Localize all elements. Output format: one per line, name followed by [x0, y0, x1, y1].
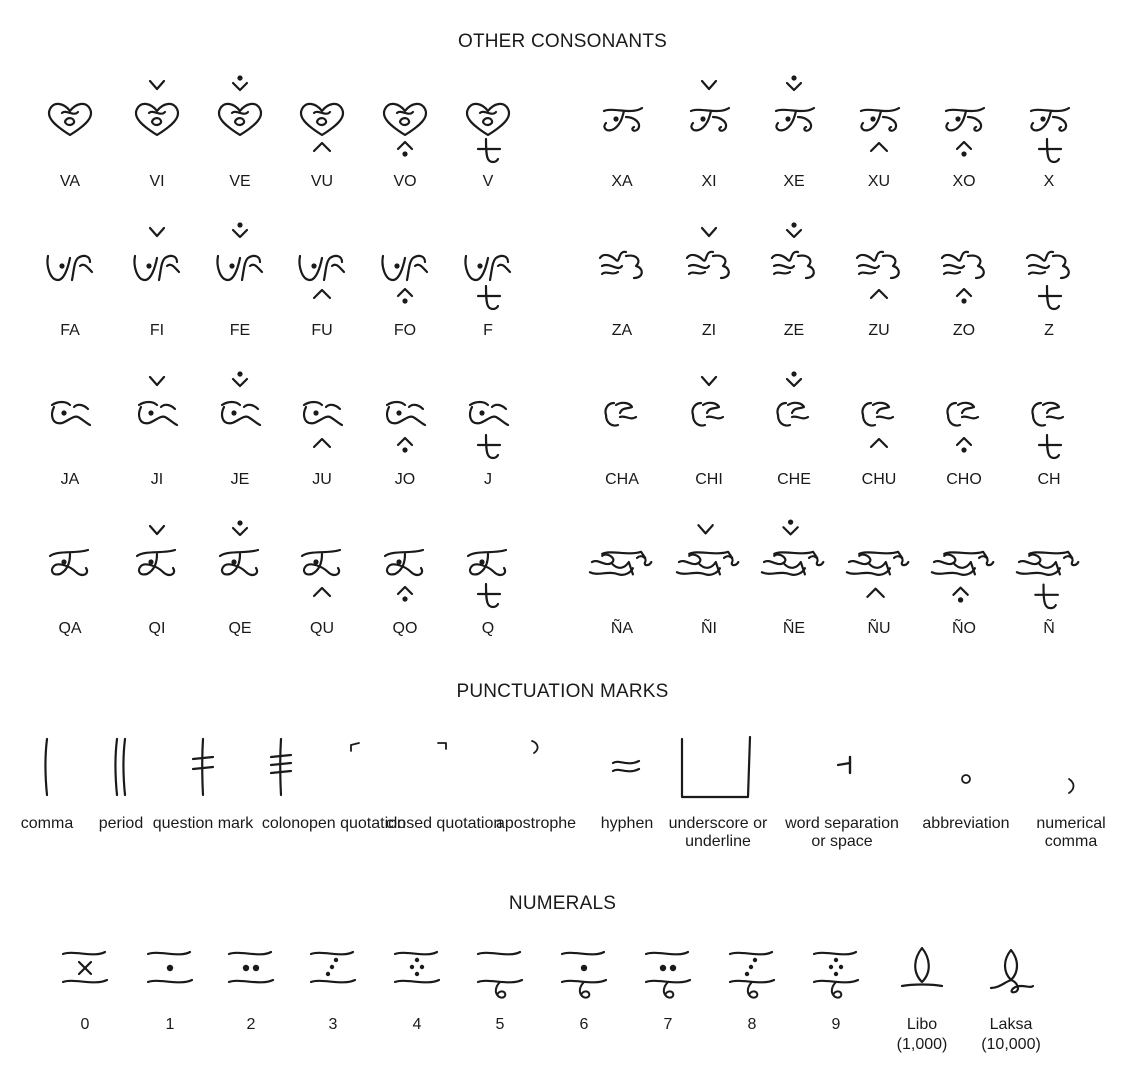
punctuation-label: comma [20, 815, 74, 832]
glyph-zi [679, 220, 739, 316]
syllable-label: Q [481, 620, 495, 637]
numeral-label: 6 [579, 1016, 589, 1033]
syllable-label: ÑU [867, 620, 891, 637]
glyph-che [764, 369, 824, 465]
glyph-ju [292, 369, 352, 465]
syllable-label: ÑI [701, 620, 717, 637]
syllable-label: VE [229, 173, 251, 190]
glyph-xi [679, 73, 739, 169]
punctuation-label: open quotation [300, 815, 406, 832]
small-hook-icon [514, 735, 558, 799]
glyph-ñi [674, 517, 743, 615]
syllable-label: CHI [695, 471, 723, 488]
syllable-label: VA [59, 173, 81, 190]
corner-close-icon [422, 735, 466, 799]
syllable-label: VO [393, 173, 417, 190]
glyph-ñ [1014, 517, 1083, 615]
glyph-x [1019, 73, 1079, 169]
syllable-label: XI [701, 173, 717, 190]
syllable-label: QE [228, 620, 252, 637]
glyph-vi [127, 73, 187, 169]
punctuation-label: colon [261, 815, 301, 832]
single-bar-icon [25, 735, 69, 799]
syllable-label: ÑA [610, 620, 634, 637]
syllable-label: JE [230, 471, 250, 488]
glyph-ñu [844, 517, 913, 615]
syllable-label: JA [60, 471, 80, 488]
syllable-label: JO [394, 471, 416, 488]
punctuation-label: numerical comma [1036, 815, 1106, 850]
numeral-0-icon [55, 946, 115, 1002]
bar-two-crosses-icon [181, 735, 225, 799]
syllable-label: ZI [701, 322, 717, 339]
punctuation-title: PUNCTUATION MARKS [456, 681, 669, 702]
syllable-label: XU [867, 173, 891, 190]
numeral-3-icon [303, 946, 363, 1002]
syllable-label: J [484, 471, 492, 488]
numeral-9-icon [806, 946, 866, 1002]
glyph-v [458, 73, 518, 169]
numeral-label: Laksa [989, 1016, 1033, 1033]
numeral-label: 0 [80, 1016, 90, 1033]
syllable-label: JI [150, 471, 164, 488]
glyph-xo [934, 73, 994, 169]
small-circle-icon [944, 735, 988, 799]
syllable-label: ZU [868, 322, 890, 339]
glyph-qe [210, 518, 270, 614]
glyph-qi [127, 518, 187, 614]
syllable-label: X [1043, 173, 1055, 190]
syllable-label: CHA [605, 471, 639, 488]
syllable-label: VI [149, 173, 165, 190]
syllable-label: CHU [861, 471, 897, 488]
glyph-ch [1019, 369, 1079, 465]
glyph-ña [587, 517, 656, 615]
numeral-label: 8 [747, 1016, 757, 1033]
syllable-label: QO [392, 620, 418, 637]
corner-open-icon [331, 735, 375, 799]
glyph-chi [679, 369, 739, 465]
numeral-label: 4 [412, 1016, 422, 1033]
syllable-label: XE [783, 173, 805, 190]
glyph-qo [375, 518, 435, 614]
syllable-label: QI [148, 620, 166, 637]
glyph-ño [929, 517, 998, 615]
bar-three-crosses-icon [259, 735, 303, 799]
numeral-libo-icon [892, 946, 952, 1002]
glyph-xu [849, 73, 909, 169]
glyph-xe [764, 73, 824, 169]
numeral-laksa-icon [981, 946, 1041, 1002]
glyph-zo [934, 220, 994, 316]
glyph-z [1019, 220, 1079, 316]
syllable-label: JU [312, 471, 332, 488]
glyph-fu [292, 220, 352, 316]
numeral-label: Libo [906, 1016, 938, 1033]
glyph-qa [40, 518, 100, 614]
numeral-1-icon [140, 946, 200, 1002]
numeral-label: 1 [165, 1016, 175, 1033]
double-bar-icon [99, 735, 143, 799]
syllable-label: CH [1037, 471, 1061, 488]
numeral-label: 3 [328, 1016, 338, 1033]
syllable-label: FO [393, 322, 417, 339]
glyph-va [40, 73, 100, 169]
syllable-label: QU [310, 620, 334, 637]
syllable-label: ZA [611, 322, 633, 339]
syllable-label: VU [310, 173, 334, 190]
glyph-ñe [759, 517, 828, 615]
glyph-qu [292, 518, 352, 614]
glyph-vu [292, 73, 352, 169]
consonants-title: OTHER CONSONANTS [457, 31, 668, 52]
glyph-vo [375, 73, 435, 169]
hook-bar-icon [820, 735, 864, 799]
numeral-label: 5 [495, 1016, 505, 1033]
syllable-label: FE [229, 322, 251, 339]
numeral-8-icon [722, 946, 782, 1002]
glyph-xa [592, 73, 652, 169]
punctuation-label: question mark [152, 815, 254, 832]
glyph-cho [934, 369, 994, 465]
glyph-cha [592, 369, 652, 465]
syllable-label: V [482, 173, 494, 190]
syllable-label: ZE [783, 322, 805, 339]
punctuation-label: abbreviation [922, 815, 1010, 832]
numeral-4-icon [387, 946, 447, 1002]
numeral-label: 2 [246, 1016, 256, 1033]
syllable-label: FI [149, 322, 165, 339]
numeral-label: 9 [831, 1016, 841, 1033]
glyph-za [592, 220, 652, 316]
syllable-label: XO [952, 173, 976, 190]
syllable-label: CHO [946, 471, 982, 488]
syllable-label: F [483, 322, 493, 339]
glyph-fe [210, 220, 270, 316]
small-comma-icon [1049, 735, 1093, 799]
numeral-6-icon [554, 946, 614, 1002]
punctuation-label: period [98, 815, 144, 832]
glyph-chu [849, 369, 909, 465]
syllable-label: ÑO [952, 620, 976, 637]
syllable-label: XA [611, 173, 633, 190]
syllable-label: QA [58, 620, 82, 637]
numeral-5-icon [470, 946, 530, 1002]
glyph-fa [40, 220, 100, 316]
numeral-sublabel: (1,000) [896, 1036, 948, 1053]
punctuation-label: apostrophe [495, 815, 577, 832]
glyph-ji [127, 369, 187, 465]
syllable-label: ZO [952, 322, 976, 339]
glyph-ve [210, 73, 270, 169]
open-box-icon [678, 735, 758, 799]
glyph-ze [764, 220, 824, 316]
numerals-title: NUMERALS [508, 893, 617, 914]
numeral-2-icon [221, 946, 281, 1002]
syllable-label: FA [60, 322, 80, 339]
numeral-7-icon [638, 946, 698, 1002]
glyph-jo [375, 369, 435, 465]
syllable-label: ÑE [782, 620, 806, 637]
numeral-label: 7 [663, 1016, 673, 1033]
punctuation-label: hyphen [600, 815, 654, 832]
punctuation-label: underscore or underline [668, 815, 768, 850]
glyph-ja [40, 369, 100, 465]
glyph-q [458, 518, 518, 614]
glyph-zu [849, 220, 909, 316]
glyph-j [458, 369, 518, 465]
glyph-fi [127, 220, 187, 316]
glyph-f [458, 220, 518, 316]
glyph-je [210, 369, 270, 465]
numeral-sublabel: (10,000) [981, 1036, 1041, 1053]
syllable-label: FU [311, 322, 333, 339]
double-wave-icon [605, 735, 649, 799]
punctuation-label: word separation or space [785, 815, 899, 850]
punctuation-label: closed quotation [385, 815, 503, 832]
syllable-label: Ñ [1043, 620, 1055, 637]
syllable-label: CHE [777, 471, 811, 488]
syllable-label: Z [1044, 322, 1054, 339]
glyph-fo [375, 220, 435, 316]
